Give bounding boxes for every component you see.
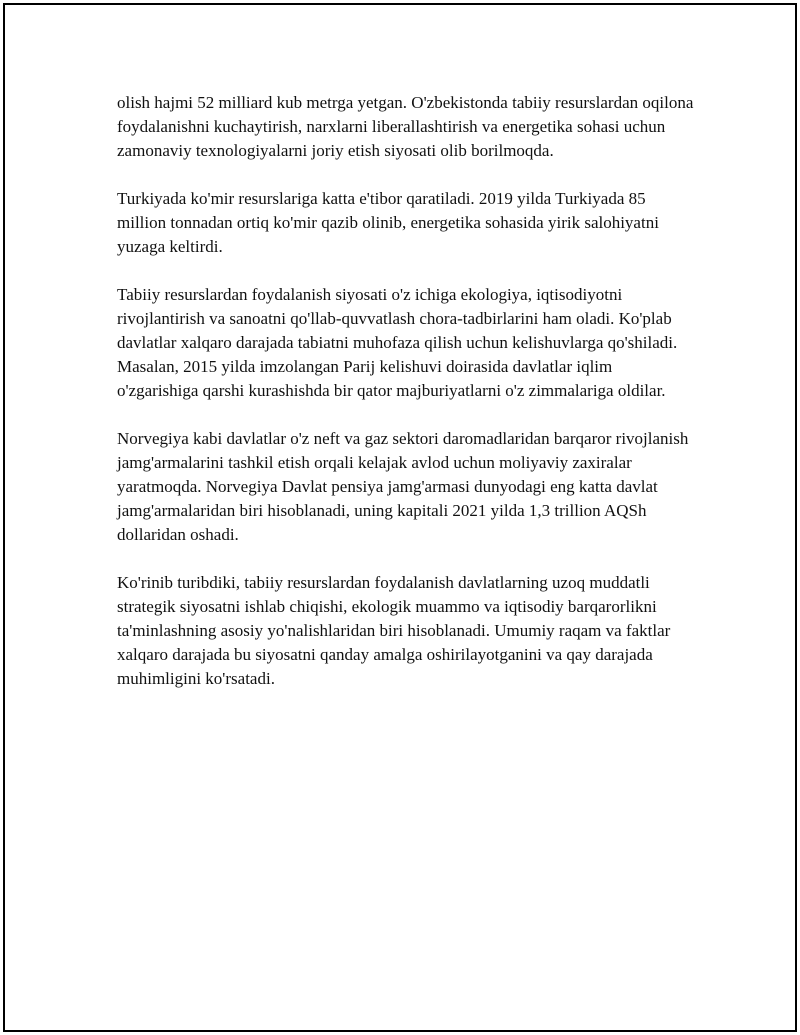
paragraph-3: Tabiiy resurslardan foydalanish siyosati o'z ichiga ekologiya, iqtisodiyotni rivojlantirish va sanoatni qo'llab-quvvatlash chora-tadbirlarini ham oladi. Ko'plab davlatlar xalqaro darajada tabiatni muhofaza qilish uchun kelishuvlarga qo'shiladi. Masalan, 2015 yilda imzolangan Parij kelishuvi doirasida davlatlar iqlim o'zgarishiga qarshi kurashishda bir qator majburiyatlarni o'z zimmalariga oldilar. [117, 285, 678, 400]
paragraph-1: olish hajmi 52 milliard kub metrga yetgan. O'zbekistonda tabiiy resurslardan oqilona foydalanishni kuchaytirish, narxlarni liberallashtirish va energetika sohasi uchun zamonaviy texnologiyalarni joriy etish siyosati olib borilmoqda. [117, 93, 694, 160]
paragraph-4: Norvegiya kabi davlatlar o'z neft va gaz sektori daromadlaridan barqaror rivojlanish jamg'armalarini tashkil etish orqali kelajak avlod uchun moliyaviy zaxiralar yaratmoqda. Norvegiya Davlat pensiya jamg'armasi dunyodagi eng katta davlat jamg'armalaridan biri hisoblanadi, uning kapitali 2021 yilda 1,3 trillion AQSh dollaridan oshadi. [117, 429, 689, 544]
document-body [117, 91, 697, 715]
paragraph-5: Ko'rinib turibdiki, tabiiy resurslardan foydalanish davlatlarning uzoq muddatli strategik siyosatni ishlab chiqishi, ekologik muammo va iqtisodiy barqarorlikni ta'minlashning asosiy yo'nalishlaridan biri hisoblanadi. Umumiy raqam va faktlar xalqaro darajada bu siyosatni qanday amalga oshirilayotganini va qay darajada muhimligini ko'rsatadi. [117, 573, 671, 688]
paragraph-2: Turkiyada ko'mir resurslariga katta e'tibor qaratiladi. 2019 yilda Turkiyada 85 million tonnadan ortiq ko'mir qazib olinib, energetika sohasida yirik salohiyatni yuzaga keltirdi. [117, 189, 659, 256]
